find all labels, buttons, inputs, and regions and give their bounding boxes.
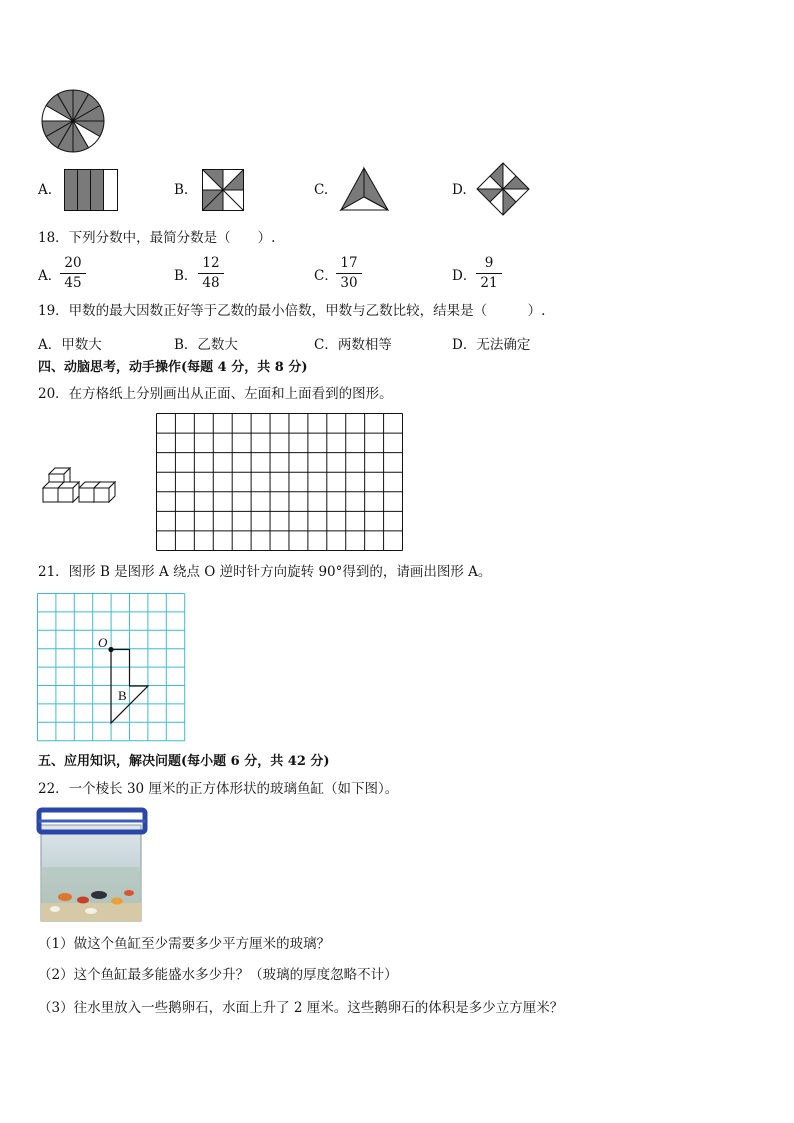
q21-question: 21．图形 B 是图形 A 绕点 O 逆时针方向旋转 90°得到的，请画出图形 A。 <box>38 564 492 580</box>
q19-option-c[interactable]: C．两数相等 <box>314 337 392 353</box>
q20-answer-grid[interactable] <box>156 413 403 551</box>
section-4-heading: 四、动脑思考，动手操作(每题 4 分，共 8 分) <box>38 360 308 375</box>
q22-subquestion-3: （3）往水里放入一些鹅卵石，水面上升了 2 厘米。这些鹅卵石的体积是多少立方厘米？ <box>38 1000 564 1016</box>
q17-option-a-label[interactable]: A. <box>38 182 53 198</box>
q18-option-d-label[interactable]: D． <box>452 268 477 284</box>
q19-option-d[interactable]: D．无法确定 <box>452 337 531 353</box>
q22-subquestion-1: （1）做这个鱼缸至少需要多少平方厘米的玻璃？ <box>38 936 331 952</box>
fraction-numerator: 9 <box>476 255 502 274</box>
shape-b-label: B <box>118 688 127 703</box>
q19-question: 19．甲数的最大因数正好等于乙数的最小倍数，甲数与乙数比较，结果是（ ）. <box>38 303 546 319</box>
q17-option-c-label[interactable]: C. <box>314 182 329 198</box>
fish-tank-illustration <box>37 805 147 923</box>
fraction-numerator: 12 <box>198 255 224 274</box>
q17-option-a-rect-figure[interactable] <box>64 169 119 211</box>
q18-option-c-fraction[interactable] <box>336 255 362 292</box>
point-o-label: O <box>98 635 108 650</box>
fraction-denominator: 30 <box>340 275 358 291</box>
circle-divided-figure <box>40 88 110 158</box>
q19-option-b[interactable]: B．乙数大 <box>174 337 238 353</box>
fraction-denominator: 21 <box>480 275 498 291</box>
fraction-denominator: 45 <box>64 275 82 291</box>
q18-option-b-fraction[interactable] <box>198 255 224 292</box>
fraction-numerator: 17 <box>336 255 362 274</box>
q17-option-b-label[interactable]: B. <box>174 182 189 198</box>
q17-option-d-diamond-figure[interactable] <box>476 162 530 216</box>
q22-question: 22．一个棱长 30 厘米的正方体形状的玻璃鱼缸（如下图）。 <box>38 781 399 797</box>
q17-option-c-triangle-figure[interactable] <box>340 167 390 211</box>
cube-stack-figure <box>40 466 120 506</box>
q21-rotation-grid[interactable] <box>37 593 187 743</box>
q18-question: 18．下列分数中，最简分数是（ ）. <box>38 230 276 246</box>
q18-option-a-label[interactable]: A． <box>38 268 62 284</box>
q17-option-d-label[interactable]: D. <box>452 182 467 198</box>
q18-option-c-label[interactable]: C． <box>314 268 338 284</box>
section-5-heading: 五、应用知识，解决问题(每小题 6 分，共 42 分) <box>38 754 330 769</box>
q18-option-b-label[interactable]: B． <box>174 268 198 284</box>
fraction-numerator: 20 <box>60 255 86 274</box>
q22-subquestion-2: （2）这个鱼缸最多能盛水多少升？（玻璃的厚度忽略不计） <box>38 967 398 983</box>
q18-option-d-fraction[interactable] <box>476 255 502 292</box>
fraction-denominator: 48 <box>202 275 220 291</box>
q18-option-a-fraction[interactable] <box>60 255 86 292</box>
q17-option-b-square-figure[interactable] <box>202 169 244 211</box>
point-o-dot <box>108 647 113 652</box>
q20-question: 20．在方格纸上分别画出从正面、左面和上面看到的图形。 <box>38 386 393 402</box>
q19-option-a[interactable]: A．甲数大 <box>38 337 102 353</box>
